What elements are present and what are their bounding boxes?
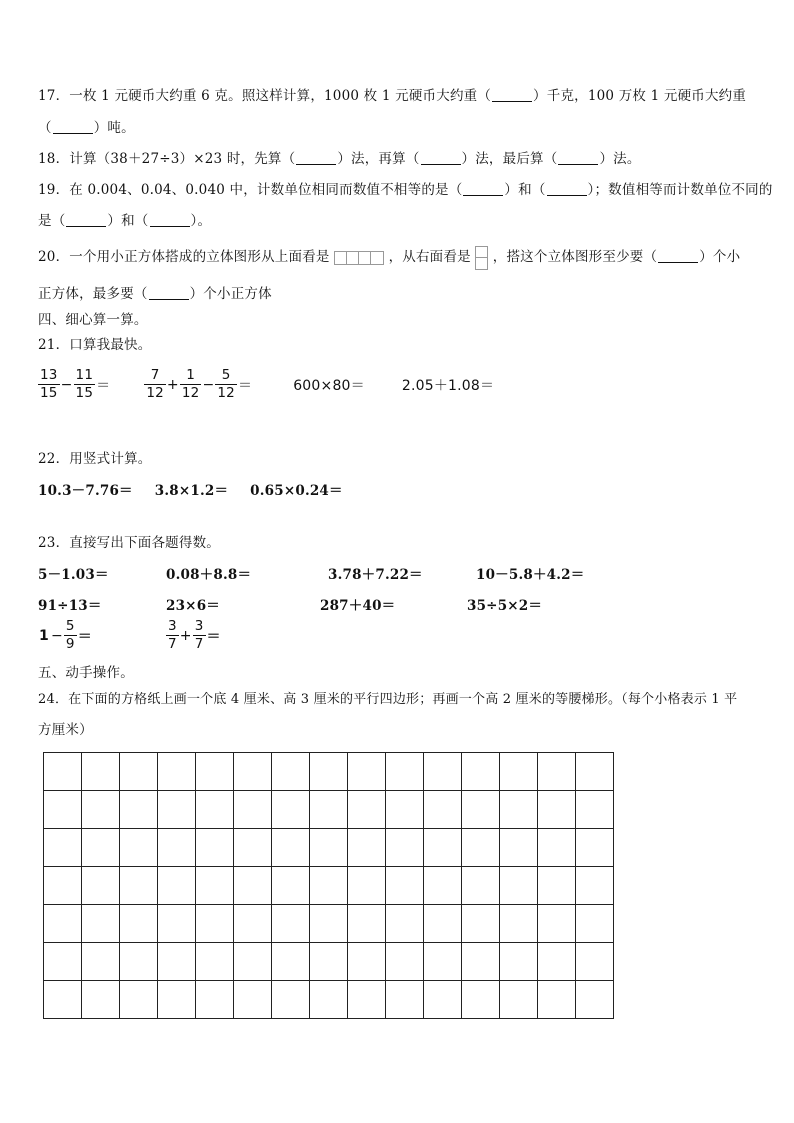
- grid-cell[interactable]: [310, 753, 348, 791]
- grid-cell[interactable]: [424, 905, 462, 943]
- answer-blank[interactable]: [149, 287, 189, 300]
- grid-cell[interactable]: [196, 829, 234, 867]
- grid-cell[interactable]: [196, 981, 234, 1019]
- mental-expression-4: 2.05＋1.08＝: [401, 377, 495, 394]
- grid-cell[interactable]: [158, 867, 196, 905]
- grid-cell[interactable]: [158, 791, 196, 829]
- q20-text-1: 20．一个用小正方体搭成的立体图形从上面看是: [38, 249, 330, 265]
- grid-cell[interactable]: [500, 981, 538, 1019]
- grid-cell[interactable]: [500, 943, 538, 981]
- grid-cell[interactable]: [462, 867, 500, 905]
- grid-row: [44, 829, 614, 867]
- grid-cell[interactable]: [44, 981, 82, 1019]
- grid-cell[interactable]: [424, 867, 462, 905]
- grid-cell[interactable]: [272, 981, 310, 1019]
- graph-paper-grid[interactable]: [43, 752, 614, 1019]
- grid-cell[interactable]: [158, 829, 196, 867]
- grid-cell[interactable]: [234, 753, 272, 791]
- grid-cell[interactable]: [272, 829, 310, 867]
- q23-row1-item2: 0.08＋8.8＝: [166, 567, 252, 583]
- grid-cell[interactable]: [576, 981, 614, 1019]
- grid-row: [44, 905, 614, 943]
- grid-cell[interactable]: [424, 829, 462, 867]
- grid-cell[interactable]: [82, 753, 120, 791]
- grid-cell[interactable]: [310, 829, 348, 867]
- question-20-line-1: [38, 245, 740, 270]
- grid-cell[interactable]: [272, 905, 310, 943]
- grid-cell[interactable]: [538, 867, 576, 905]
- grid-cell[interactable]: [310, 943, 348, 981]
- grid-cell[interactable]: [44, 829, 82, 867]
- grid-cell[interactable]: [576, 943, 614, 981]
- question-19-line-2: [38, 209, 211, 229]
- grid-cell[interactable]: [462, 905, 500, 943]
- grid-cell[interactable]: [348, 981, 386, 1019]
- answer-blank[interactable]: [66, 214, 106, 227]
- grid-cell[interactable]: [424, 791, 462, 829]
- q23-row3-item2: $\frac{3}{7}$ + $\frac{3}{7}$ ＝: [168, 618, 221, 652]
- grid-cell[interactable]: [310, 791, 348, 829]
- answer-blank[interactable]: [463, 183, 503, 196]
- grid-cell[interactable]: [348, 753, 386, 791]
- q20-text-5: 正方体，最多要（: [38, 286, 148, 302]
- question-19-line-1: [38, 178, 773, 198]
- q19-text-4: 是（: [38, 213, 66, 229]
- grid-cell[interactable]: [576, 753, 614, 791]
- grid-cell[interactable]: [234, 981, 272, 1019]
- grid-cell[interactable]: [462, 829, 500, 867]
- grid-cell[interactable]: [348, 905, 386, 943]
- q19-text-6: ）。: [190, 213, 212, 229]
- grid-cell[interactable]: [348, 791, 386, 829]
- grid-cell[interactable]: [196, 943, 234, 981]
- grid-cell[interactable]: [196, 905, 234, 943]
- q20-text-3: ，搭这个立体图形至少要（: [492, 249, 658, 265]
- grid-cell[interactable]: [310, 981, 348, 1019]
- grid-cell[interactable]: [500, 791, 538, 829]
- grid-cell[interactable]: [44, 867, 82, 905]
- grid-cell[interactable]: [158, 753, 196, 791]
- grid-cell[interactable]: [538, 791, 576, 829]
- grid-cell[interactable]: [576, 791, 614, 829]
- q23-row3-item1: 1 − $\frac{5}{9}$ ＝: [39, 618, 92, 652]
- grid-cell[interactable]: [120, 943, 158, 981]
- grid-cell[interactable]: [424, 981, 462, 1019]
- grid-cell[interactable]: [348, 943, 386, 981]
- grid-cell[interactable]: [234, 905, 272, 943]
- answer-blank[interactable]: [558, 152, 598, 165]
- grid-cell[interactable]: [386, 905, 424, 943]
- grid-cell[interactable]: [234, 943, 272, 981]
- grid-cell[interactable]: [576, 905, 614, 943]
- grid-cell[interactable]: [44, 943, 82, 981]
- q20-text-4: ）个小: [699, 249, 741, 265]
- grid-cell[interactable]: [44, 905, 82, 943]
- grid-cell[interactable]: [500, 867, 538, 905]
- grid-cell[interactable]: [120, 867, 158, 905]
- answer-blank[interactable]: [492, 89, 532, 102]
- grid-row: [44, 791, 614, 829]
- grid-cell[interactable]: [272, 753, 310, 791]
- grid-row: [44, 943, 614, 981]
- answer-blank[interactable]: [547, 183, 587, 196]
- q17-text-1: 17．一枚 1 元硬币大约重 6 克。照这样计算，1000 枚 1 元硬币大约重（: [38, 88, 492, 104]
- q20-text-2: ，从右面看是: [388, 249, 471, 265]
- grid-cell[interactable]: [272, 943, 310, 981]
- vertical-calc-1: 10.3－7.76＝: [38, 483, 133, 499]
- grid-cell[interactable]: [424, 753, 462, 791]
- vertical-calc-2: 3.8×1.2＝: [154, 483, 229, 499]
- q18-text-3: ）法，最后算（: [461, 151, 558, 167]
- question-24-line-1: 24．在下面的方格纸上画一个底 4 厘米、高 3 厘米的平行四边形；再画一个高 2 厘米的等腰梯形。（每个小格表示 1 平: [38, 692, 738, 707]
- answer-blank[interactable]: [53, 121, 93, 134]
- grid-cell[interactable]: [82, 867, 120, 905]
- grid-cell[interactable]: [386, 753, 424, 791]
- answer-blank[interactable]: [421, 152, 461, 165]
- grid-cell[interactable]: [500, 753, 538, 791]
- fraction: $\frac{13}{15}$: [40, 367, 58, 401]
- grid-cell[interactable]: [424, 943, 462, 981]
- grid-cell[interactable]: [158, 981, 196, 1019]
- question-24-line-2: 方厘米）: [38, 722, 93, 738]
- grid-cell[interactable]: [576, 867, 614, 905]
- grid-row: [44, 753, 614, 791]
- grid-cell[interactable]: [82, 791, 120, 829]
- answer-blank[interactable]: [296, 152, 336, 165]
- grid-cell[interactable]: [386, 981, 424, 1019]
- grid-row: [44, 867, 614, 905]
- grid-cell[interactable]: [196, 867, 234, 905]
- grid-cell[interactable]: [462, 791, 500, 829]
- grid-cell[interactable]: [462, 753, 500, 791]
- grid-cell[interactable]: [82, 981, 120, 1019]
- grid-cell[interactable]: [158, 905, 196, 943]
- q23-row1-item3: 3.78＋7.22＝: [328, 567, 423, 583]
- q19-text-5: ）和（: [107, 213, 149, 229]
- fraction: $\frac{11}{15}$: [75, 367, 94, 401]
- q18-text-2: ）法，再算（: [337, 151, 420, 167]
- grid-cell[interactable]: [120, 753, 158, 791]
- grid-cell[interactable]: [120, 905, 158, 943]
- grid-cell[interactable]: [386, 791, 424, 829]
- grid-cell[interactable]: [272, 791, 310, 829]
- grid-cell[interactable]: [576, 829, 614, 867]
- grid-cell[interactable]: [234, 829, 272, 867]
- grid-cell[interactable]: [196, 791, 234, 829]
- fraction: $\frac{7}{12}$: [146, 367, 164, 401]
- fraction: $\frac{3}{7}$: [194, 618, 204, 652]
- q19-text-3: ）；数值相等而计数单位不同的: [587, 182, 773, 198]
- question-22-expressions: [38, 479, 343, 499]
- grid-cell[interactable]: [44, 753, 82, 791]
- grid-cell[interactable]: [348, 829, 386, 867]
- grid-cell[interactable]: [386, 829, 424, 867]
- grid-cell[interactable]: [538, 753, 576, 791]
- grid-cell[interactable]: [310, 867, 348, 905]
- fraction: $\frac{5}{12}$: [217, 367, 235, 401]
- grid-cell[interactable]: [120, 981, 158, 1019]
- q19-text-1: 19．在 0.004、0.04、0.040 中，计数单位相同而数值不相等的是（: [38, 182, 463, 198]
- right-view-figure: [475, 246, 488, 270]
- grid-cell[interactable]: [234, 791, 272, 829]
- question-17-line-1: [38, 84, 746, 104]
- grid-cell[interactable]: [462, 943, 500, 981]
- grid-cell[interactable]: [234, 867, 272, 905]
- q23-row1-item1: 5－1.03＝: [38, 567, 109, 583]
- grid-cell[interactable]: [538, 943, 576, 981]
- grid-cell[interactable]: [82, 943, 120, 981]
- grid-cell[interactable]: [82, 905, 120, 943]
- grid-cell[interactable]: [272, 867, 310, 905]
- q23-row2-item2: 23×6＝: [166, 598, 220, 614]
- section-5-heading: 五、动手操作。: [38, 665, 134, 681]
- question-18: [38, 147, 641, 167]
- grid-cell[interactable]: [538, 905, 576, 943]
- q19-text-2: ）和（: [504, 182, 546, 198]
- grid-cell[interactable]: [500, 829, 538, 867]
- q20-text-6: ）个小正方体: [189, 286, 272, 302]
- grid-cell[interactable]: [538, 829, 576, 867]
- fraction: $\frac{1}{12}$: [181, 367, 200, 401]
- grid-row: [44, 981, 614, 1019]
- grid-cell[interactable]: [44, 791, 82, 829]
- grid-cell[interactable]: [348, 867, 386, 905]
- grid-cell[interactable]: [82, 829, 120, 867]
- grid-cell[interactable]: [538, 981, 576, 1019]
- q18-text-1: 18．计算（38＋27÷3）×23 时，先算（: [38, 151, 296, 167]
- grid-cell[interactable]: [500, 905, 538, 943]
- question-21-title: 21．口算我最快。: [38, 337, 152, 353]
- q23-row2-item3: 287＋40＝: [320, 598, 396, 614]
- grid-cell[interactable]: [386, 943, 424, 981]
- q18-text-4: ）法。: [599, 151, 641, 167]
- q17-open: （: [38, 120, 52, 136]
- grid-cell[interactable]: [196, 753, 234, 791]
- question-21-expressions: $\frac{13}{15}$ − $\frac{11}{15}$ ＝ $\frac{7}{12}$ + $\frac{1}{12}$ − $\frac{5}{12}$ ＝ 600×80＝ 2.05＋1.08＝: [40, 367, 495, 401]
- grid-cell[interactable]: [120, 829, 158, 867]
- q23-row2-item4: 35÷5×2＝: [467, 598, 543, 614]
- q23-row1-item4: 10－5.8＋4.2＝: [476, 567, 585, 583]
- grid-cell[interactable]: [310, 905, 348, 943]
- fraction: $\frac{5}{9}$: [65, 618, 75, 652]
- q17-close: ）吨。: [93, 120, 135, 136]
- fraction: $\frac{3}{7}$: [168, 618, 177, 652]
- question-17-line-2: [38, 116, 135, 136]
- top-view-figure: [334, 251, 384, 265]
- grid-cell[interactable]: [462, 981, 500, 1019]
- q17-text-2: ）千克，100 万枚 1 元硬币大约重: [533, 88, 747, 104]
- grid-cell[interactable]: [120, 791, 158, 829]
- mental-expression-3: 600×80＝: [293, 377, 365, 394]
- grid-cell[interactable]: [386, 867, 424, 905]
- section-4-heading: 四、细心算一算。: [38, 312, 148, 328]
- grid-cell[interactable]: [158, 943, 196, 981]
- q23-row2-item1: 91÷13＝: [38, 598, 102, 614]
- answer-blank[interactable]: [658, 250, 698, 263]
- answer-blank[interactable]: [150, 214, 190, 227]
- question-22-title: 22．用竖式计算。: [38, 451, 152, 467]
- question-23-title: 23．直接写出下面各题得数。: [38, 535, 220, 551]
- vertical-calc-3: 0.65×0.24＝: [250, 483, 343, 499]
- question-20-line-2: [38, 282, 272, 302]
